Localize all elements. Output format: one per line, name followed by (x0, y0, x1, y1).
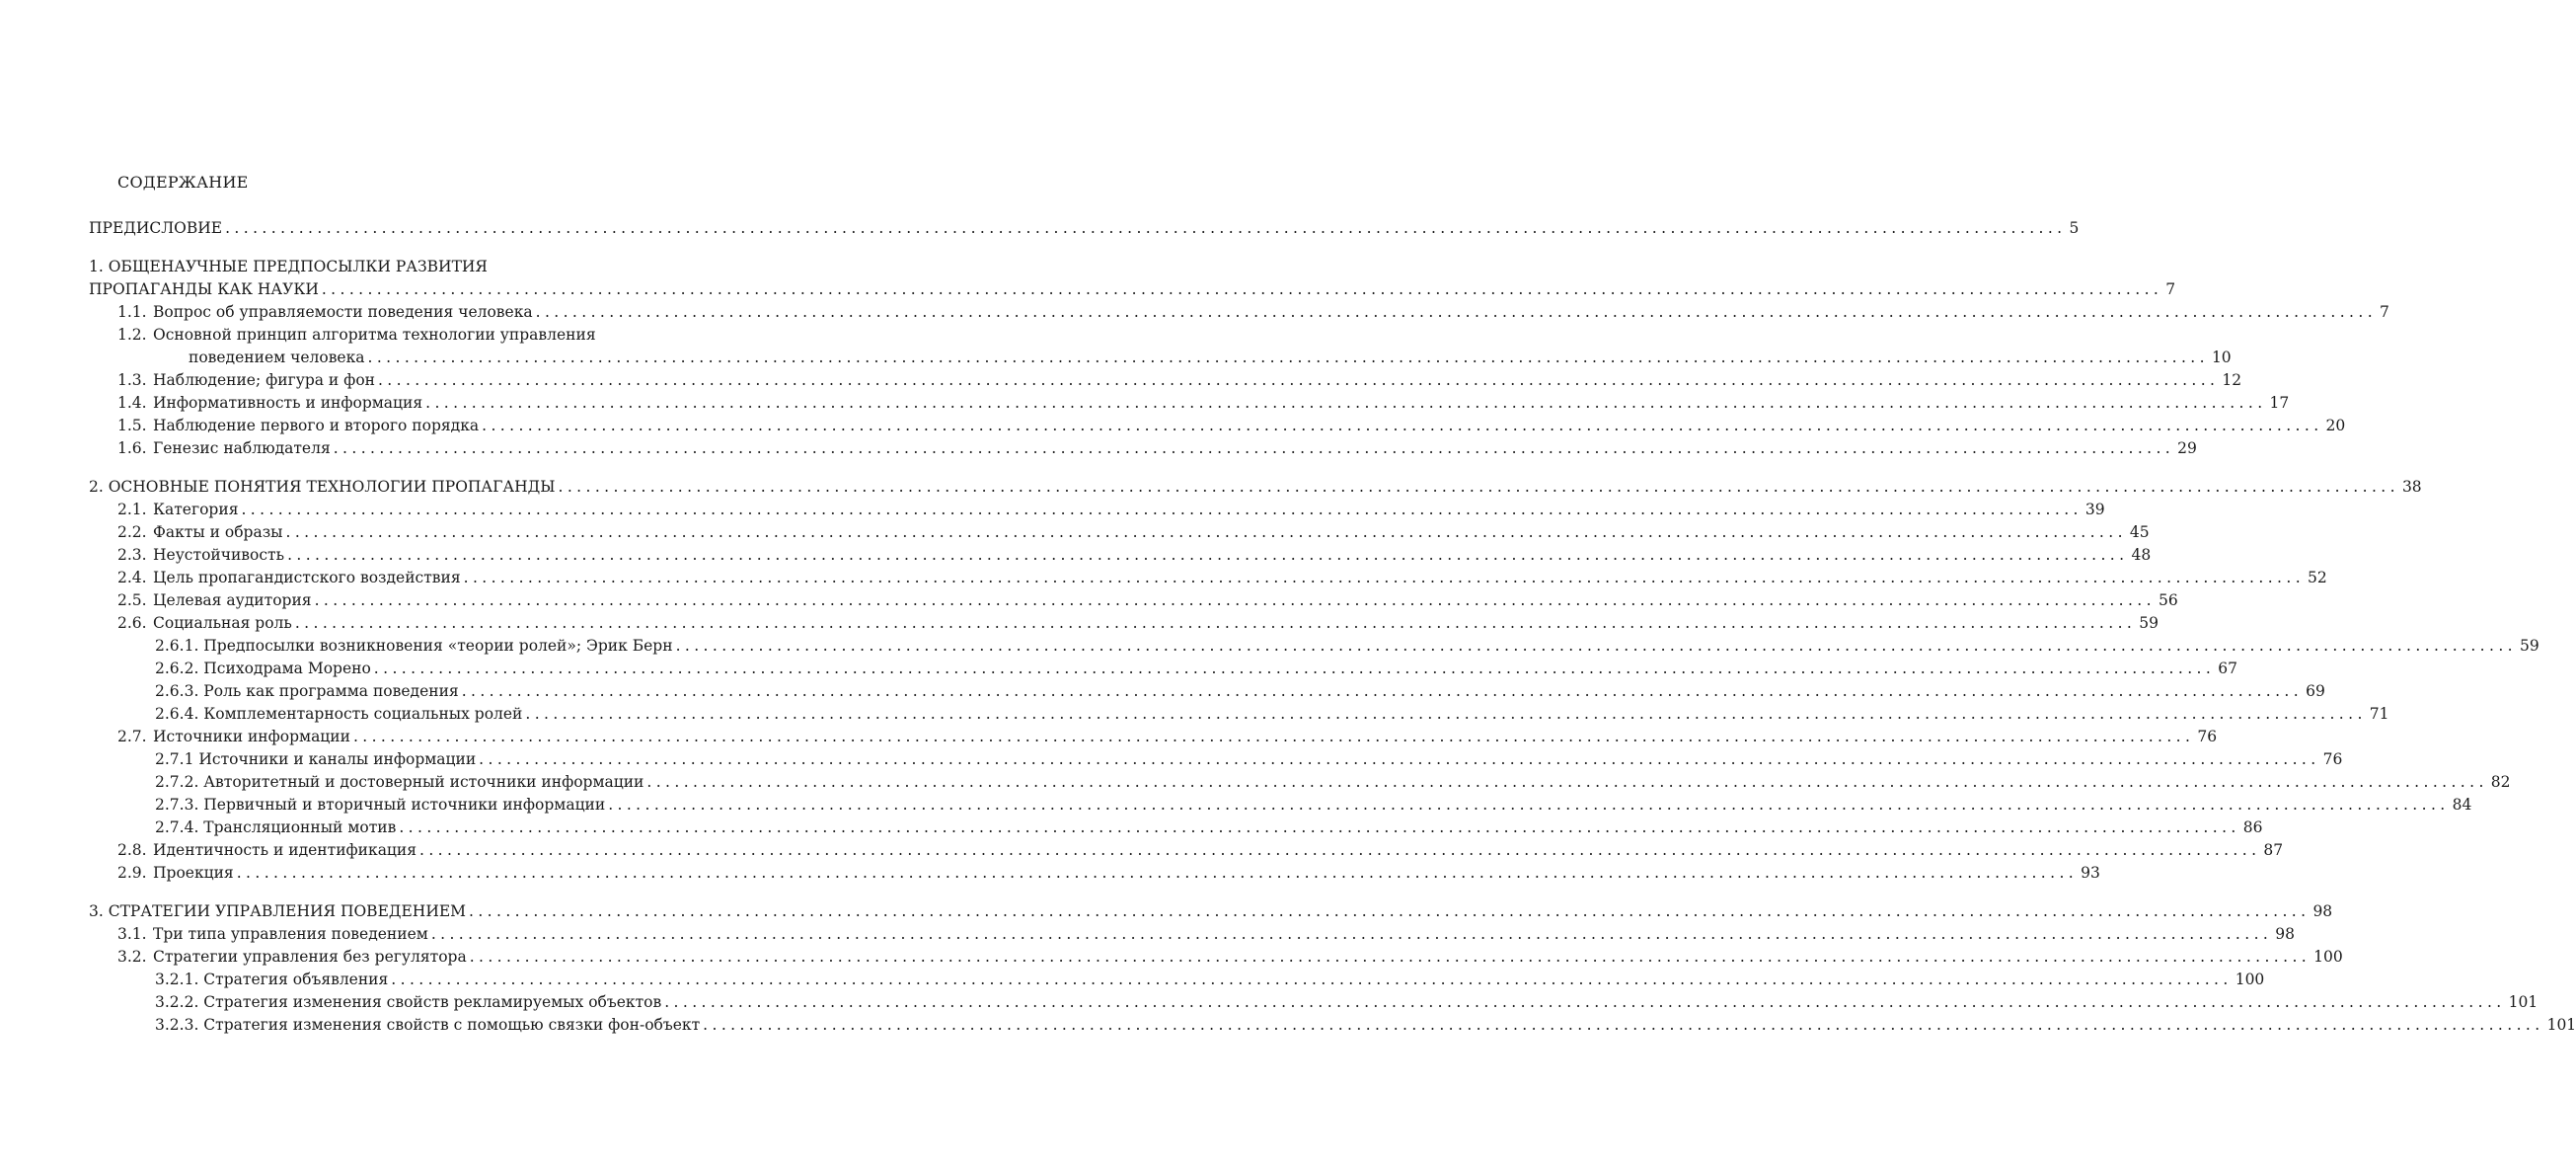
dot-leader: ........................................................................................................................................................................................................ (377, 371, 2220, 389)
dot-leader: ........................................................................................................................................................................................................ (482, 417, 2323, 434)
toc-entry-page: 69 (2306, 682, 2325, 700)
toc-entry-title: Основной принцип алгоритма технологии управления (153, 326, 596, 344)
toc-entry-page: 101 (2508, 993, 2538, 1011)
toc-entry-title: Идентичность и идентификация (153, 841, 417, 859)
toc-entry[interactable] (89, 521, 2150, 544)
toc-entry-page: 12 (2222, 371, 2242, 389)
toc-entry-title: 3.2.3. Стратегия изменения свойств с помощью связки фон-объект (155, 1016, 701, 1034)
toc-entry-number: 2.7. (117, 728, 147, 745)
toc-entry-page: 76 (2197, 728, 2218, 745)
toc-entry-title: Цель пропагандистского воздействия (153, 569, 461, 586)
toc-entry-page: 82 (2490, 773, 2511, 791)
dot-leader: ........................................................................................................................................................................................................ (352, 728, 2195, 745)
toc-entry-number: 3.1. (117, 925, 147, 943)
dot-leader: ........................................................................................................................................................................................................ (675, 637, 2517, 655)
toc-entry-title: 2.6.2. Психодрама Морено (155, 660, 371, 677)
dot-leader: ........................................................................................................................................................................................................ (399, 818, 2240, 836)
toc-entry-page: 39 (2084, 501, 2105, 518)
toc-entry[interactable] (89, 817, 2263, 839)
toc-entry[interactable] (89, 567, 2327, 589)
toc-entry-page: 10 (2211, 349, 2232, 366)
toc-entry[interactable] (89, 923, 2295, 946)
toc-entry-page: 38 (2401, 478, 2422, 496)
toc-entry-page: 98 (2275, 925, 2295, 943)
toc-entry-number: 1.2. (117, 326, 147, 344)
toc-entry-title: 3.2.2. Стратегия изменения свойств рекламируемых объектов (155, 993, 662, 1011)
toc-entry[interactable] (89, 969, 2265, 991)
toc-entry[interactable] (89, 301, 2389, 324)
toc-entry-title: 2.7.4. Трансляционный мотив (155, 818, 397, 836)
toc-entry-page: 100 (2235, 971, 2265, 988)
toc-entry-page: 45 (2129, 523, 2150, 541)
toc-entry[interactable] (89, 612, 2159, 635)
toc-entry-number: 3.2. (117, 948, 147, 966)
toc-entry-title: Три типа управления поведением (153, 925, 428, 943)
toc-entry[interactable] (89, 794, 2472, 817)
toc-entry-title: 2.7.3. Первичный и вторичный источники информации (155, 796, 606, 814)
page-title: СОДЕРЖАНИЕ (117, 173, 249, 192)
dot-leader: ........................................................................................................................................................................................................ (558, 478, 2399, 496)
toc-entry-title: 3.2.1. Стратегия объявления (155, 971, 389, 988)
dot-leader: ........................................................................................................................................................................................................ (535, 303, 2378, 321)
toc-entry[interactable] (89, 900, 2333, 923)
toc-entry[interactable] (89, 256, 756, 278)
toc-entry-page: 17 (2269, 394, 2290, 412)
toc-entry-page: 87 (2263, 841, 2284, 859)
toc-entry-page: 48 (2131, 546, 2152, 564)
dot-leader: ........................................................................................................................................................................................................ (314, 591, 2156, 609)
toc-entry-number: 1.4. (117, 394, 147, 412)
toc-entry[interactable] (89, 839, 2284, 862)
toc-entry[interactable] (89, 680, 2325, 703)
toc-entry-title: ПРОПАГАНДЫ КАК НАУКИ (89, 280, 319, 298)
toc-entry[interactable] (89, 748, 2343, 771)
dot-leader: ........................................................................................................................................................................................................ (525, 705, 2367, 723)
dot-leader: ........................................................................................................................................................................................................ (373, 660, 2216, 677)
dot-leader: ........................................................................................................................................................................................................ (461, 682, 2304, 700)
toc-entry-page: 84 (2452, 796, 2472, 814)
toc-entry-page: 5 (2069, 219, 2080, 237)
toc-entry[interactable] (89, 635, 2539, 658)
toc-entry-page: 98 (2312, 902, 2333, 920)
toc-entry-page: 71 (2369, 705, 2389, 723)
toc-entry[interactable] (89, 544, 2152, 567)
dot-leader: ........................................................................................................................................................................................................ (287, 546, 2129, 564)
toc-entry-page: 7 (2165, 280, 2176, 298)
toc-entry-page: 67 (2218, 660, 2237, 677)
toc-entry[interactable] (89, 347, 2232, 369)
dot-leader: ........................................................................................................................................................................................................ (367, 349, 2209, 366)
toc-entry-page: 100 (2313, 948, 2343, 966)
toc-entry-title: Проекция (153, 864, 234, 882)
dot-leader: ........................................................................................................................................................................................................ (664, 993, 2506, 1011)
toc-entry[interactable] (89, 726, 2218, 748)
dot-leader: ........................................................................................................................................................................................................ (469, 902, 2311, 920)
toc-entry-number: 2.2. (117, 523, 147, 541)
dot-leader: ........................................................................................................................................................................................................ (236, 864, 2079, 882)
toc-entry-title: 3. СТРАТЕГИИ УПРАВЛЕНИЯ ПОВЕДЕНИЕМ (89, 902, 467, 920)
toc-entry-title: 2.6.3. Роль как программа поведения (155, 682, 459, 700)
toc-entry-number: 1.6. (117, 439, 147, 457)
toc-entry[interactable] (89, 369, 2242, 392)
toc-entry-title: Наблюдение; фигура и фон (153, 371, 375, 389)
toc-entry-page: 56 (2158, 591, 2178, 609)
toc-entry-number: 2.1. (117, 501, 147, 518)
toc-entry-title: поведением человека (189, 349, 365, 366)
toc-entry-page: 86 (2242, 818, 2263, 836)
toc-entry[interactable] (89, 946, 2343, 969)
toc-entry-page: 59 (2519, 637, 2539, 655)
toc-entry-number: 2.6. (117, 614, 147, 632)
toc-entry[interactable] (89, 499, 2105, 521)
toc-entry-title: Генезис наблюдателя (153, 439, 331, 457)
toc-entry-page: 52 (2308, 569, 2327, 586)
toc-entry[interactable] (89, 415, 2346, 437)
toc-entry-title: 2. ОСНОВНЫЕ ПОНЯТИЯ ТЕХНОЛОГИИ ПРОПАГАНДЫ (89, 478, 556, 496)
toc-entry[interactable] (89, 437, 2197, 460)
toc-entry-page: 93 (2081, 864, 2100, 882)
toc-entry-title: 2.6.4. Комплементарность социальных ролей (155, 705, 523, 723)
dot-leader: ........................................................................................................................................................................................................ (333, 439, 2175, 457)
toc-entry-title: Социальная роль (153, 614, 292, 632)
toc-entry-page: 59 (2139, 614, 2159, 632)
dot-leader: ........................................................................................................................................................................................................ (646, 773, 2488, 791)
toc-entry-page: 7 (2380, 303, 2389, 321)
toc-entry-title: Категория (153, 501, 239, 518)
toc-entry-number: 2.9. (117, 864, 147, 882)
toc-entry-title: Источники информации (153, 728, 350, 745)
toc-entry[interactable] (89, 658, 2237, 680)
dot-leader: ........................................................................................................................................................................................................ (463, 569, 2306, 586)
dot-leader: ........................................................................................................................................................................................................ (703, 1016, 2544, 1034)
dot-leader: ........................................................................................................................................................................................................ (425, 394, 2267, 412)
toc-entry[interactable] (89, 476, 2422, 499)
toc-entry-number: 2.8. (117, 841, 147, 859)
toc-entry-title: 2.7.2. Авторитетный и достоверный источники информации (155, 773, 644, 791)
toc-entry[interactable] (89, 862, 2100, 885)
table-of-contents (89, 217, 2576, 1037)
toc-entry-page: 20 (2325, 417, 2346, 434)
toc-entry[interactable] (89, 324, 756, 347)
dot-leader: ........................................................................................................................................................................................................ (241, 501, 2083, 518)
toc-entry-title: 2.6.1. Предпосылки возникновения «теории ролей»; Эрик Берн (155, 637, 673, 655)
toc-entry-number: 1.3. (117, 371, 147, 389)
toc-entry-title: Факты и образы (153, 523, 283, 541)
toc-entry[interactable] (89, 771, 2511, 794)
dot-leader: ........................................................................................................................................................................................................ (321, 280, 2163, 298)
toc-entry-title: Стратегии управления без регулятора (153, 948, 467, 966)
toc-entry-title: Неустойчивость (153, 546, 285, 564)
toc-entry-number: 1.1. (117, 303, 147, 321)
toc-entry[interactable] (89, 991, 2538, 1014)
toc-entry-page: 29 (2177, 439, 2197, 457)
toc-entry-title: ПРЕДИСЛОВИЕ (89, 219, 223, 237)
dot-leader: ........................................................................................................................................................................................................ (479, 750, 2320, 768)
dot-leader: ........................................................................................................................................................................................................ (469, 948, 2311, 966)
dot-leader: ........................................................................................................................................................................................................ (391, 971, 2233, 988)
toc-entry[interactable] (89, 278, 2176, 301)
toc-entry[interactable] (89, 392, 2290, 415)
dot-leader: ........................................................................................................................................................................................................ (294, 614, 2137, 632)
dot-leader: ........................................................................................................................................................................................................ (430, 925, 2273, 943)
toc-entry[interactable] (89, 703, 2389, 726)
dot-leader: ........................................................................................................................................................................................................ (285, 523, 2127, 541)
toc-entry-number: 1.5. (117, 417, 147, 434)
toc-entry[interactable] (89, 1014, 2576, 1037)
toc-entry-number: 2.5. (117, 591, 147, 609)
toc-entry-number: 2.4. (117, 569, 147, 586)
dot-leader: ........................................................................................................................................................................................................ (419, 841, 2261, 859)
toc-entry[interactable] (89, 589, 2178, 612)
toc-entry-page: 101 (2546, 1016, 2576, 1034)
toc-entry-page: 76 (2322, 750, 2343, 768)
toc-entry-number: 2.3. (117, 546, 147, 564)
toc-entry-title: Вопрос об управляемости поведения человека (153, 303, 533, 321)
toc-entry[interactable] (89, 217, 2080, 240)
toc-entry-title: 1. ОБЩЕНАУЧНЫЕ ПРЕДПОСЫЛКИ РАЗВИТИЯ (89, 258, 488, 275)
toc-entry-title: Информативность и информация (153, 394, 423, 412)
dot-leader: ........................................................................................................................................................................................................ (225, 219, 2067, 237)
toc-entry-title: Наблюдение первого и второго порядка (153, 417, 480, 434)
toc-entry-title: Целевая аудитория (153, 591, 312, 609)
toc-entry-title: 2.7.1 Источники и каналы информации (155, 750, 477, 768)
dot-leader: ........................................................................................................................................................................................................ (608, 796, 2450, 814)
